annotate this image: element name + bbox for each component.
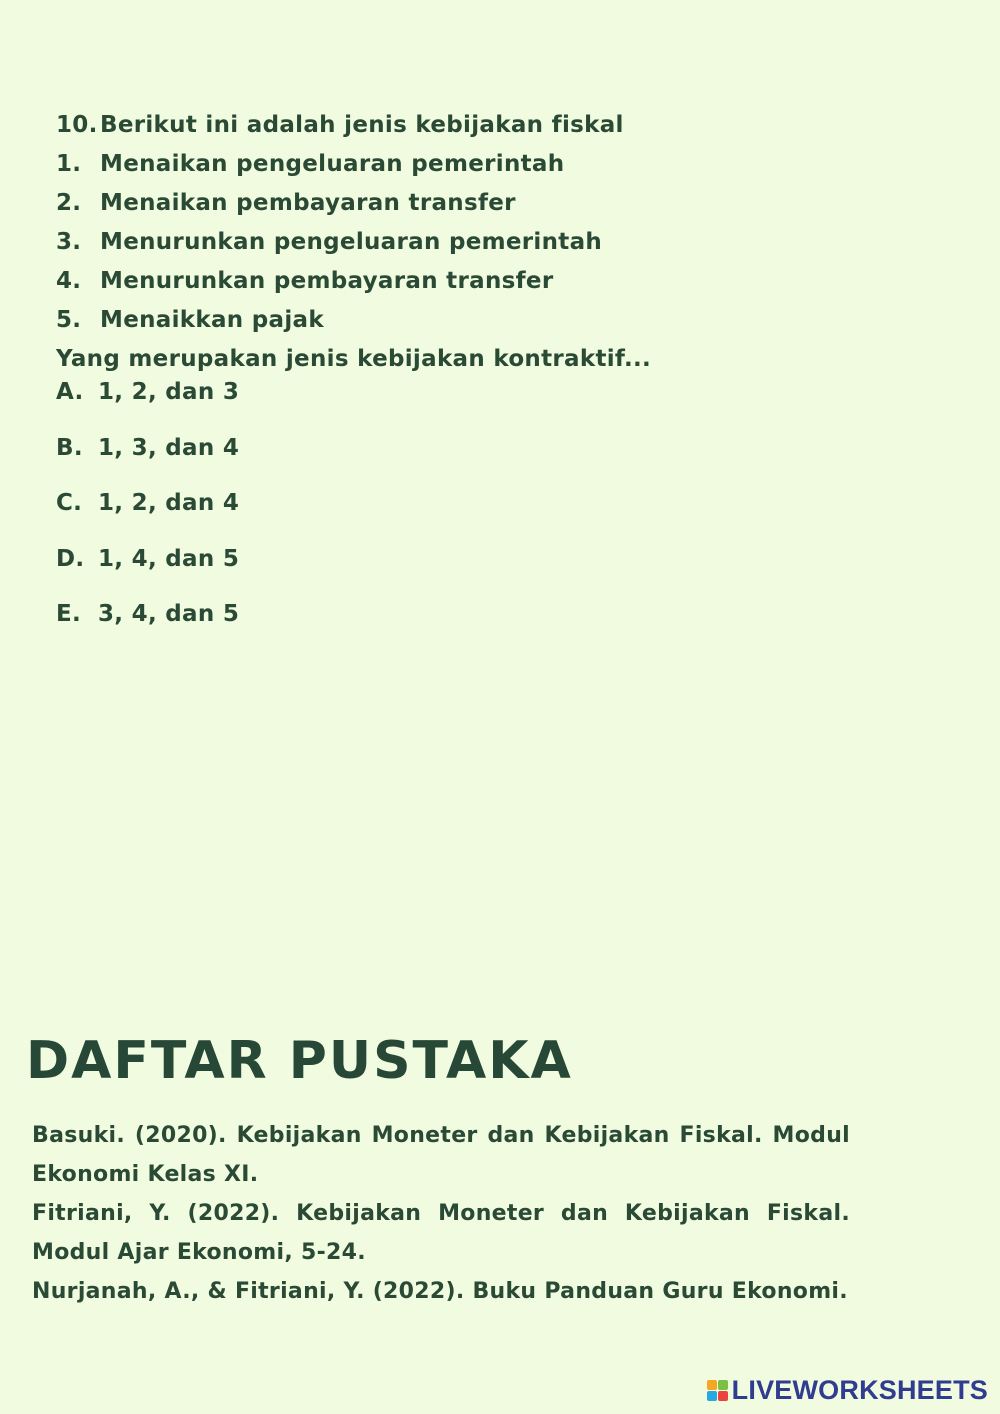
option-letter: B. <box>56 434 83 461</box>
option-letter: A. <box>56 379 84 405</box>
question-number: 10. <box>56 112 98 138</box>
option-letter: E. <box>56 601 82 627</box>
logo-square <box>718 1391 728 1401</box>
option-text: 1, 4, dan 5 <box>98 545 240 572</box>
question-stem <box>56 106 956 145</box>
answer-option-e[interactable] <box>56 594 239 650</box>
statement-item <box>56 223 956 262</box>
liveworksheets-logo[interactable] <box>707 1375 988 1406</box>
option-letter: C. <box>56 490 83 516</box>
question-stem-text: Berikut ini adalah jenis kebijakan fiskal <box>100 112 624 138</box>
statement-number: 2. <box>56 190 82 216</box>
reference-item: Nurjanah, A., & Fitriani, Y. (2022). Buku Panduan Guru Ekonomi. <box>32 1279 848 1304</box>
answer-options <box>56 372 239 650</box>
option-text: 1, 2, dan 4 <box>98 490 240 516</box>
statement-item <box>56 262 956 301</box>
statement-number: 1. <box>56 151 82 177</box>
statement-number: 5. <box>56 307 82 333</box>
statement-text: Menaikan pengeluaran pemerintah <box>100 151 565 177</box>
statement-text: Menaikan pembayaran transfer <box>100 190 516 216</box>
logo-square <box>707 1391 717 1401</box>
answer-option-b[interactable] <box>56 428 239 484</box>
answer-option-c[interactable] <box>56 483 239 539</box>
option-text: 1, 3, dan 4 <box>98 434 240 461</box>
logo-grid-icon <box>707 1380 728 1401</box>
logo-text: LIVEWORKSHEETS <box>731 1375 988 1405</box>
statement-item <box>56 145 956 184</box>
reference-item: Fitriani, Y. (2022). Kebijakan Moneter dan Kebijakan Fiskal. Modul Ajar Ekonomi, 5-24. <box>32 1201 850 1265</box>
bibliography-heading: DAFTAR PUSTAKA <box>26 1031 573 1091</box>
statement-text: Menurunkan pembayaran transfer <box>100 268 554 294</box>
option-text: 1, 2, dan 3 <box>98 379 240 405</box>
question-prompt: Yang merupakan jenis kebijakan kontraktif... <box>56 346 652 372</box>
answer-option-d[interactable] <box>56 539 239 595</box>
option-letter: D. <box>56 545 85 572</box>
question-block <box>56 106 956 379</box>
answer-option-a[interactable] <box>56 372 239 428</box>
bibliography-list <box>32 1116 850 1311</box>
logo-square <box>707 1380 717 1390</box>
logo-square <box>718 1380 728 1390</box>
statement-number: 3. <box>56 229 82 255</box>
statement-text: Menaikkan pajak <box>100 307 324 333</box>
option-text: 3, 4, dan 5 <box>98 601 240 627</box>
statement-item <box>56 301 956 340</box>
statement-number: 4. <box>56 268 82 294</box>
statement-item <box>56 184 956 223</box>
statement-text: Menurunkan pengeluaran pemerintah <box>100 229 603 255</box>
reference-item: Basuki. (2020). Kebijakan Moneter dan Kebijakan Fiskal. Modul Ekonomi Kelas XI. <box>32 1123 850 1187</box>
